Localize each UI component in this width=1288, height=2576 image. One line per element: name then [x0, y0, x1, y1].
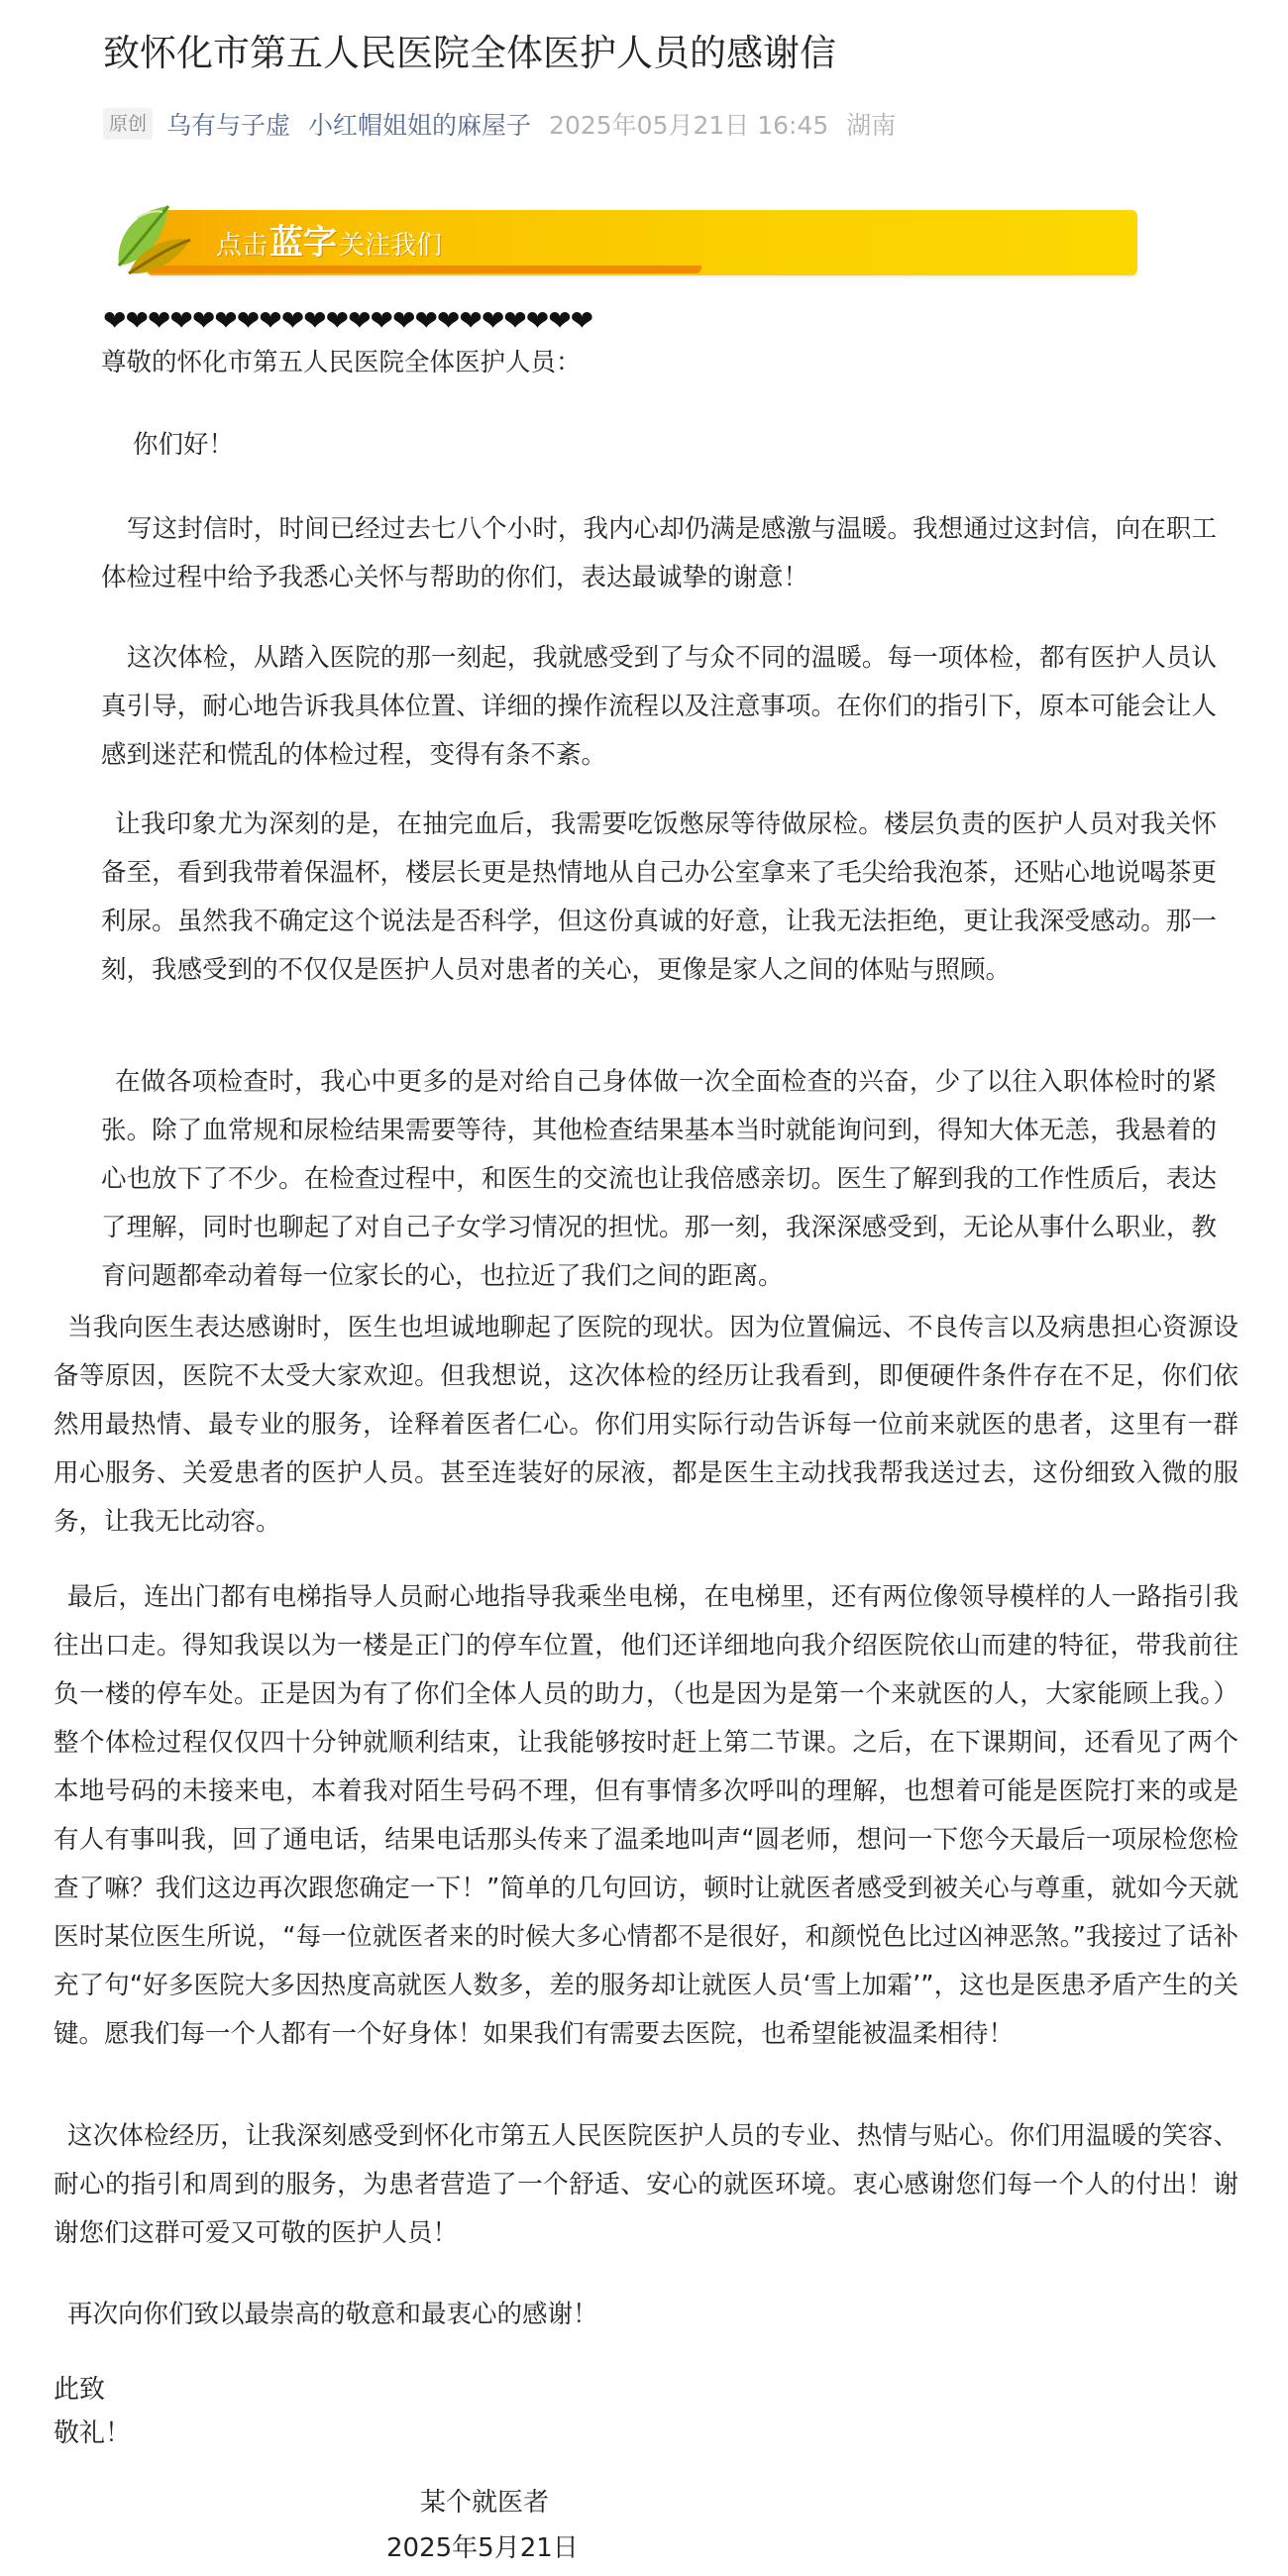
signature-date: 2025年5月21日 [386, 2533, 579, 2563]
follow-banner[interactable] [107, 196, 1143, 285]
signature: 某个就医者 [420, 2488, 550, 2518]
letter-paragraph-4: 在做各项检查时，我心中更多的是对给自己身体做一次全面检查的兴奋，少了以往入职体检时的紧张。除了血常规和尿检结果需要等待，其他检查结果基本当时就能询问到，得知大体无恙，我悬着的心也放下了不少。在检查过程中，和医生的交流也让我倍感亲切。医生了解到我的工作性质后，表达了理解，同时也聊起了对自己子女学习情况的担忧。那一刻，我深深感受到，无论从事什么职业，教育问题都牵动着每一位家长的心，也拉近了我们之间的距离。 [101, 1067, 1217, 1291]
account-link[interactable]: 小红帽姐姐的麻屋子 [308, 111, 532, 140]
author-link[interactable]: 乌有与子虚 [166, 111, 291, 140]
closing-line-1: 此致 [54, 2375, 106, 2405]
letter-paragraph-8: 再次向你们致以最崇高的敬意和最衷心的感谢！ [67, 2300, 598, 2329]
letter-greeting: 你们好！ [133, 430, 235, 460]
closing-line-2: 敬礼！ [54, 2418, 132, 2448]
publish-region: 湖南 [846, 111, 897, 140]
letter-paragraph-2: 这次体检，从踏入医院的那一刻起，我就感受到了与众不同的温暖。每一项体检，都有医护人员认真引导，耐心地告诉我具体位置、详细的操作流程以及注意事项。在你们的指引下，原本可能会让人感到迷茫和慌乱的体检过程，变得有条不紊。 [101, 643, 1217, 770]
article-title: 致怀化市第五人民医院全体医护人员的感谢信 [103, 32, 836, 74]
leaf-icon [107, 196, 196, 285]
letter-paragraph-7: 这次体检经历，让我深刻感受到怀化市第五人民医院医护人员的专业、热情与贴心。你们用温暖的笑容、耐心的指引和周到的服务，为患者营造了一个舒适、安心的就医环境。衷心感谢您们每一个人的付出！谢谢您们这群可爱又可敬的医护人员！ [54, 2121, 1238, 2248]
letter-paragraph-3: 让我印象尤为深刻的是，在抽完血后，我需要吃饭憋尿等待做尿检。楼层负责的医护人员对我关怀备至，看到我带着保温杯，楼层长更是热情地从自己办公室拿来了毛尖给我泡茶，还贴心地说喝茶更利尿。虽然我不确定这个说法是否科学，但这份真诚的好意，让我无法拒绝，更让我深受感动。那一刻，我感受到的不仅仅是医护人员对患者的关心，更像是家人之间的体贴与照顾。 [101, 809, 1217, 985]
letter-paragraph-1: 写这封信时，时间已经过去七八个小时，我内心却仍满是感激与温暖。我想通过这封信，向在职工体检过程中给予我悉心关怀与帮助的你们，表达最诚挚的谢意！ [101, 514, 1217, 592]
hearts-divider: ❤❤❤❤❤❤❤❤❤❤❤❤❤❤❤❤❤❤❤❤❤❤ [103, 304, 593, 337]
banner-highlight: 蓝字 [269, 223, 338, 263]
letter-paragraph-6: 最后，连出门都有电梯指导人员耐心地指导我乘坐电梯，在电梯里，还有两位像领导模样的人一路指引我往出口走。得知我误以为一楼是正门的停车位置，他们还详细地向我介绍医院依山而建的特征，带我前往负一楼的停车处。正是因为有了你们全体人员的助力，（也是因为是第一个来就医的人，大家能顾上我。）整个体检过程仅仅四十分钟就顺利结束，让我能够按时赶上第二节课。之后，在下课期间，还看见了两个本地号码的未接来电，本着我对陌生号码不理，但有事情多次呼叫的理解，也想着可能是医院打来的或是有人有事叫我，回了通电话，结果电话那头传来了温柔地叫声“圆老师，想问一下您今天最后一项尿检您检查了嘛？我们这边再次跟您确定一下！”简单的几句回访，顿时让就医者感受到被关心与尊重，就如今天就医时某位医生所说，“每一位就医者来的时候大多心情都不是很好，和颜悦色比过凶神恶煞。”我接过了话补充了句“好多医院大多因热度高就医人数多，差的服务却让就医人员‘雪上加霜’”，这也是医患矛盾产生的关键。愿我们每一个人都有一个好身体！如果我们有需要去医院，也希望能被温柔相待！ [54, 1582, 1238, 2049]
original-badge: 原创 [103, 108, 153, 140]
letter-paragraph-5: 当我向医生表达感谢时，医生也坦诚地聊起了医院的现状。因为位置偏远、不良传言以及病患担心资源设备等原因，医院不太受大家欢迎。但我想说，这次体检的经历让我看到，即便硬件条件存在不足，你们依然用最热情、最专业的服务，诠释着医者仁心。你们用实际行动告诉每一位前来就医的患者，这里有一群用心服务、关爱患者的医护人员。甚至连装好的尿液，都是医生主动找我帮我送过去，这份细致入微的服务，让我无比动容。 [54, 1313, 1238, 1537]
publish-date: 2025年05月21日 16:45 [549, 111, 829, 140]
banner-text [216, 218, 442, 268]
banner-suffix: 关注我们 [339, 231, 443, 261]
banner-prefix: 点击 [216, 231, 268, 261]
letter-salutation: 尊敬的怀化市第五人民医院全体医护人员： [101, 348, 582, 377]
article-meta [103, 103, 896, 145]
